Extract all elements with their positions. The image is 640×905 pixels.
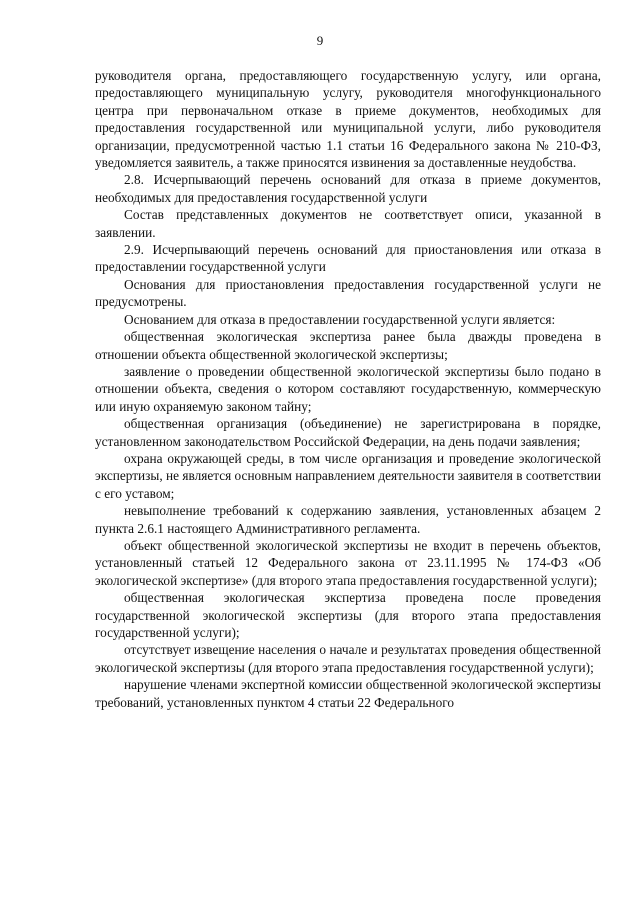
list-item: общественная организация (объединение) не зарегистрирована в порядке, установленном законодательством Российской Федерации, на день подачи заявления; xyxy=(95,416,601,449)
list-item: невыполнение требований к содержанию заявления, установленных абзацем 2 пункта 2.6.1 настоящего Административного регламента. xyxy=(95,503,601,536)
document-body xyxy=(95,67,601,711)
list-item: отсутствует извещение населения о начале и результатах проведения общественной экологической экспертизы (для второго этапа предоставления государственной услуги); xyxy=(95,642,601,675)
paragraph-continuation: руководителя органа, предоставляющего государственную услугу, или органа, предоставляющего муниципальную услугу, руководителя многофункционального центра при первоначальном отказе в приеме документов, необходимых для предоставления государственной или муниципальной услуги, либо руководителя организации, предусмотренной частью 1.1 статьи 16 Федерального закона № 210-ФЗ, уведомляется заявитель, а также приносятся извинения за доставленные неудобства. xyxy=(95,68,601,171)
list-item: общественная экологическая экспертиза проведена после проведения государственной экологической экспертизы (для второго этапа предоставления государственной услуги); xyxy=(95,590,601,640)
section-heading-2-9: 2.9. Исчерпывающий перечень оснований для приостановления или отказа в предоставлении государственной услуги xyxy=(95,242,601,275)
section-heading-2-8: 2.8. Исчерпывающий перечень оснований для отказа в приеме документов, необходимых для предоставления государственной услуги xyxy=(95,172,601,205)
paragraph: Основанием для отказа в предоставлении государственной услуги является: xyxy=(124,311,556,327)
paragraph: Основания для приостановления предоставления государственной услуги не предусмотрены. xyxy=(95,276,601,310)
list-item: общественная экологическая экспертиза ранее была дважды проведена в отношении объекта общественной экологической экспертизы; xyxy=(95,329,601,362)
page-number: 9 xyxy=(316,33,324,48)
paragraph: Состав представленных документов не соответствует описи, указанной в заявлении. xyxy=(95,207,601,240)
list-item: охрана окружающей среды, в том числе организация и проведение экологической экспертизы, не является основным направлением деятельности заявителя в соответствии с его уставом; xyxy=(95,450,601,501)
list-item: заявление о проведении общественной экологической экспертизы было подано в отношении объекта, сведения о котором составляют государственную, коммерческую или иную охраняемую законом тайну; xyxy=(95,363,601,414)
list-item: объект общественной экологической экспертизы не входит в перечень объектов, установленный статьей 12 Федерального закона от 23.11.1995 № 174-ФЗ «Об экологической экспертизе» (для второго этапа предоставления государственной услуги); xyxy=(95,537,601,588)
list-item: нарушение членами экспертной комиссии общественной экологической экспертизы требований, установленных пунктом 4 статьи 22 Федерального xyxy=(95,677,601,710)
